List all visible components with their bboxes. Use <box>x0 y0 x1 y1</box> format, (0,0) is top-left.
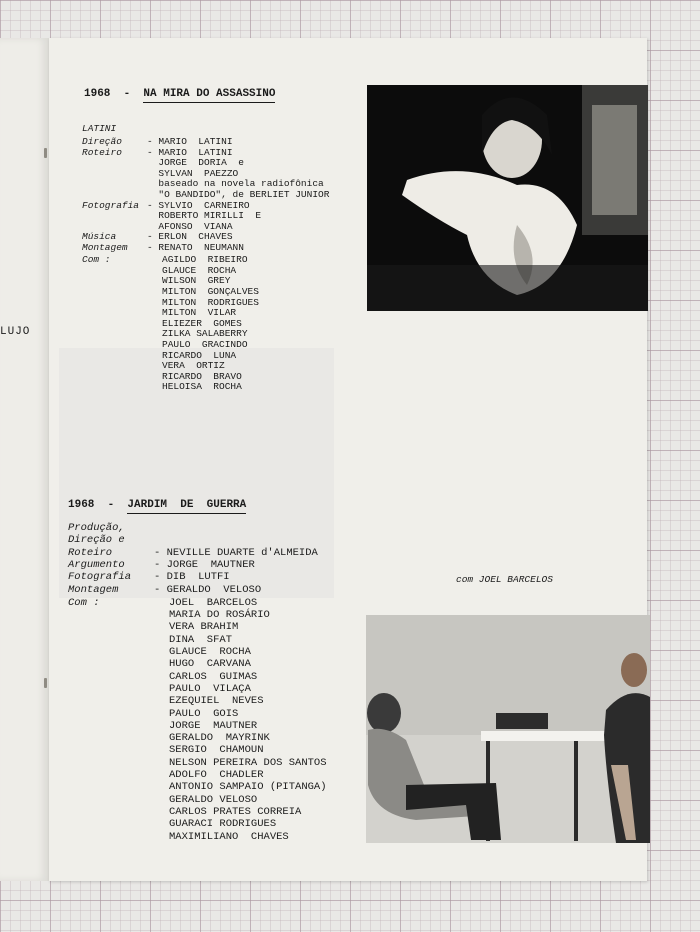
cast-member: CARLOS PRATES CORREIA <box>169 805 302 818</box>
staple <box>44 678 47 688</box>
film1-company: LATINI <box>82 123 117 134</box>
cast-member: GUARACI RODRIGUES <box>169 818 277 831</box>
credit-role: Direção e <box>68 534 125 547</box>
cast-member: PAULO GOIS <box>169 707 239 720</box>
cast-member: PAULO VILAÇA <box>169 682 251 695</box>
cast-member: SERGIO CHAMOUN <box>169 744 264 757</box>
credit-value: "O BANDIDO", de BERLIET JUNIOR <box>147 189 330 200</box>
credit-value: - GERALDO VELOSO <box>154 583 262 596</box>
cast-member: MILTON GONÇALVES <box>162 285 259 297</box>
cast-member: JOEL BARCELOS <box>169 596 258 609</box>
left-page-edge <box>0 38 50 881</box>
credit-role: Montagem <box>82 242 128 253</box>
film1-title: NA MIRA DO ASSASSINO <box>143 88 275 103</box>
cast-member: DINA SFAT <box>169 633 233 646</box>
cast-member: ANTONIO SAMPAIO (PITANGA) <box>169 781 327 794</box>
staple <box>44 148 47 158</box>
film1-dash: - <box>123 88 131 100</box>
film1-still-photo <box>367 85 648 311</box>
cast-member: RICARDO BRAVO <box>162 370 242 382</box>
cast-member: VERA ORTIZ <box>162 360 225 372</box>
cast-member: ZILKA SALABERRY <box>162 328 248 340</box>
credit-value: - MARIO LATINI <box>147 136 233 147</box>
cast-member: GERALDO MAYRINK <box>169 732 270 745</box>
cast-member: HUGO CARVANA <box>169 658 251 671</box>
credit-role: Fotografia <box>82 199 140 211</box>
cast-member: ELIEZER GOMES <box>162 317 242 329</box>
credit-role: Música <box>82 231 117 243</box>
credit-value: AFONSO VIANA <box>147 220 233 232</box>
film2-heading <box>68 499 246 511</box>
catalog-page <box>49 38 647 881</box>
cast-member: MILTON VILAR <box>162 307 237 319</box>
cast-label: Com : <box>82 254 111 266</box>
cast-member: VERA BRAHIM <box>169 621 239 634</box>
credit-role: Fotografia <box>68 571 132 584</box>
credit-role: Montagem <box>68 583 119 596</box>
cast-label: Com : <box>68 596 100 609</box>
credit-value: - MARIO LATINI <box>147 146 233 158</box>
credit-value: JORGE DORIA e <box>147 157 244 169</box>
credit-value: - SYLVIO CARNEIRO <box>147 199 250 211</box>
cast-member: WILSON GREY <box>162 275 231 287</box>
credit-value: - DIB LUTFI <box>154 571 230 584</box>
film2-photo-caption: com JOEL BARCELOS <box>456 574 553 585</box>
cast-member: RICARDO LUNA <box>162 349 237 361</box>
film2-title: JARDIM DE GUERRA <box>127 499 246 514</box>
cast-member: MILTON RODRIGUES <box>162 296 259 308</box>
film2-still-photo <box>366 615 650 843</box>
cast-member: MAXIMILIANO CHAVES <box>169 830 289 843</box>
cast-member: MARIA DO ROSÁRIO <box>169 609 270 622</box>
film1-year: 1968 <box>84 88 111 100</box>
film1-heading <box>84 88 275 100</box>
cast-member: CARLOS GUIMAS <box>169 670 258 683</box>
cast-member: ADOLFO CHADLER <box>169 769 264 781</box>
credit-role: Roteiro <box>68 546 113 559</box>
cast-member: GLAUCE ROCHA <box>169 646 251 658</box>
credit-value: ROBERTO MIRILLI E <box>147 210 262 222</box>
cast-member: HELOISA ROCHA <box>162 381 242 393</box>
film2-dash: - <box>107 499 115 511</box>
credit-role: Argumento <box>68 558 125 571</box>
credit-role: Direção <box>82 136 122 147</box>
cast-member: JORGE MAUTNER <box>169 719 258 732</box>
credit-value: - NEVILLE DUARTE d'ALMEIDA <box>154 546 318 559</box>
film2-year: 1968 <box>68 499 95 511</box>
credit-role: Produção, <box>68 522 125 534</box>
credit-value: - JORGE MAUTNER <box>154 558 255 571</box>
cast-member: GLAUCE ROCHA <box>162 264 237 276</box>
credit-role: Roteiro <box>82 146 122 158</box>
cast-member: PAULO GRACINDO <box>162 338 248 350</box>
left-page-fragment: LUJO <box>0 326 31 338</box>
credit-value: baseado na novela radiofônica <box>147 178 324 190</box>
credit-value: - ERLON CHAVES <box>147 231 233 243</box>
cast-member: GERALDO VELOSO <box>169 793 258 806</box>
cast-member: EZEQUIEL NEVES <box>169 695 264 708</box>
credit-value: - RENATO NEUMANN <box>147 242 244 253</box>
cast-member: NELSON PEREIRA DOS SANTOS <box>169 756 327 769</box>
cast-member: AGILDO RIBEIRO <box>162 254 248 266</box>
credit-value: SYLVAN PAEZZO <box>147 167 239 179</box>
